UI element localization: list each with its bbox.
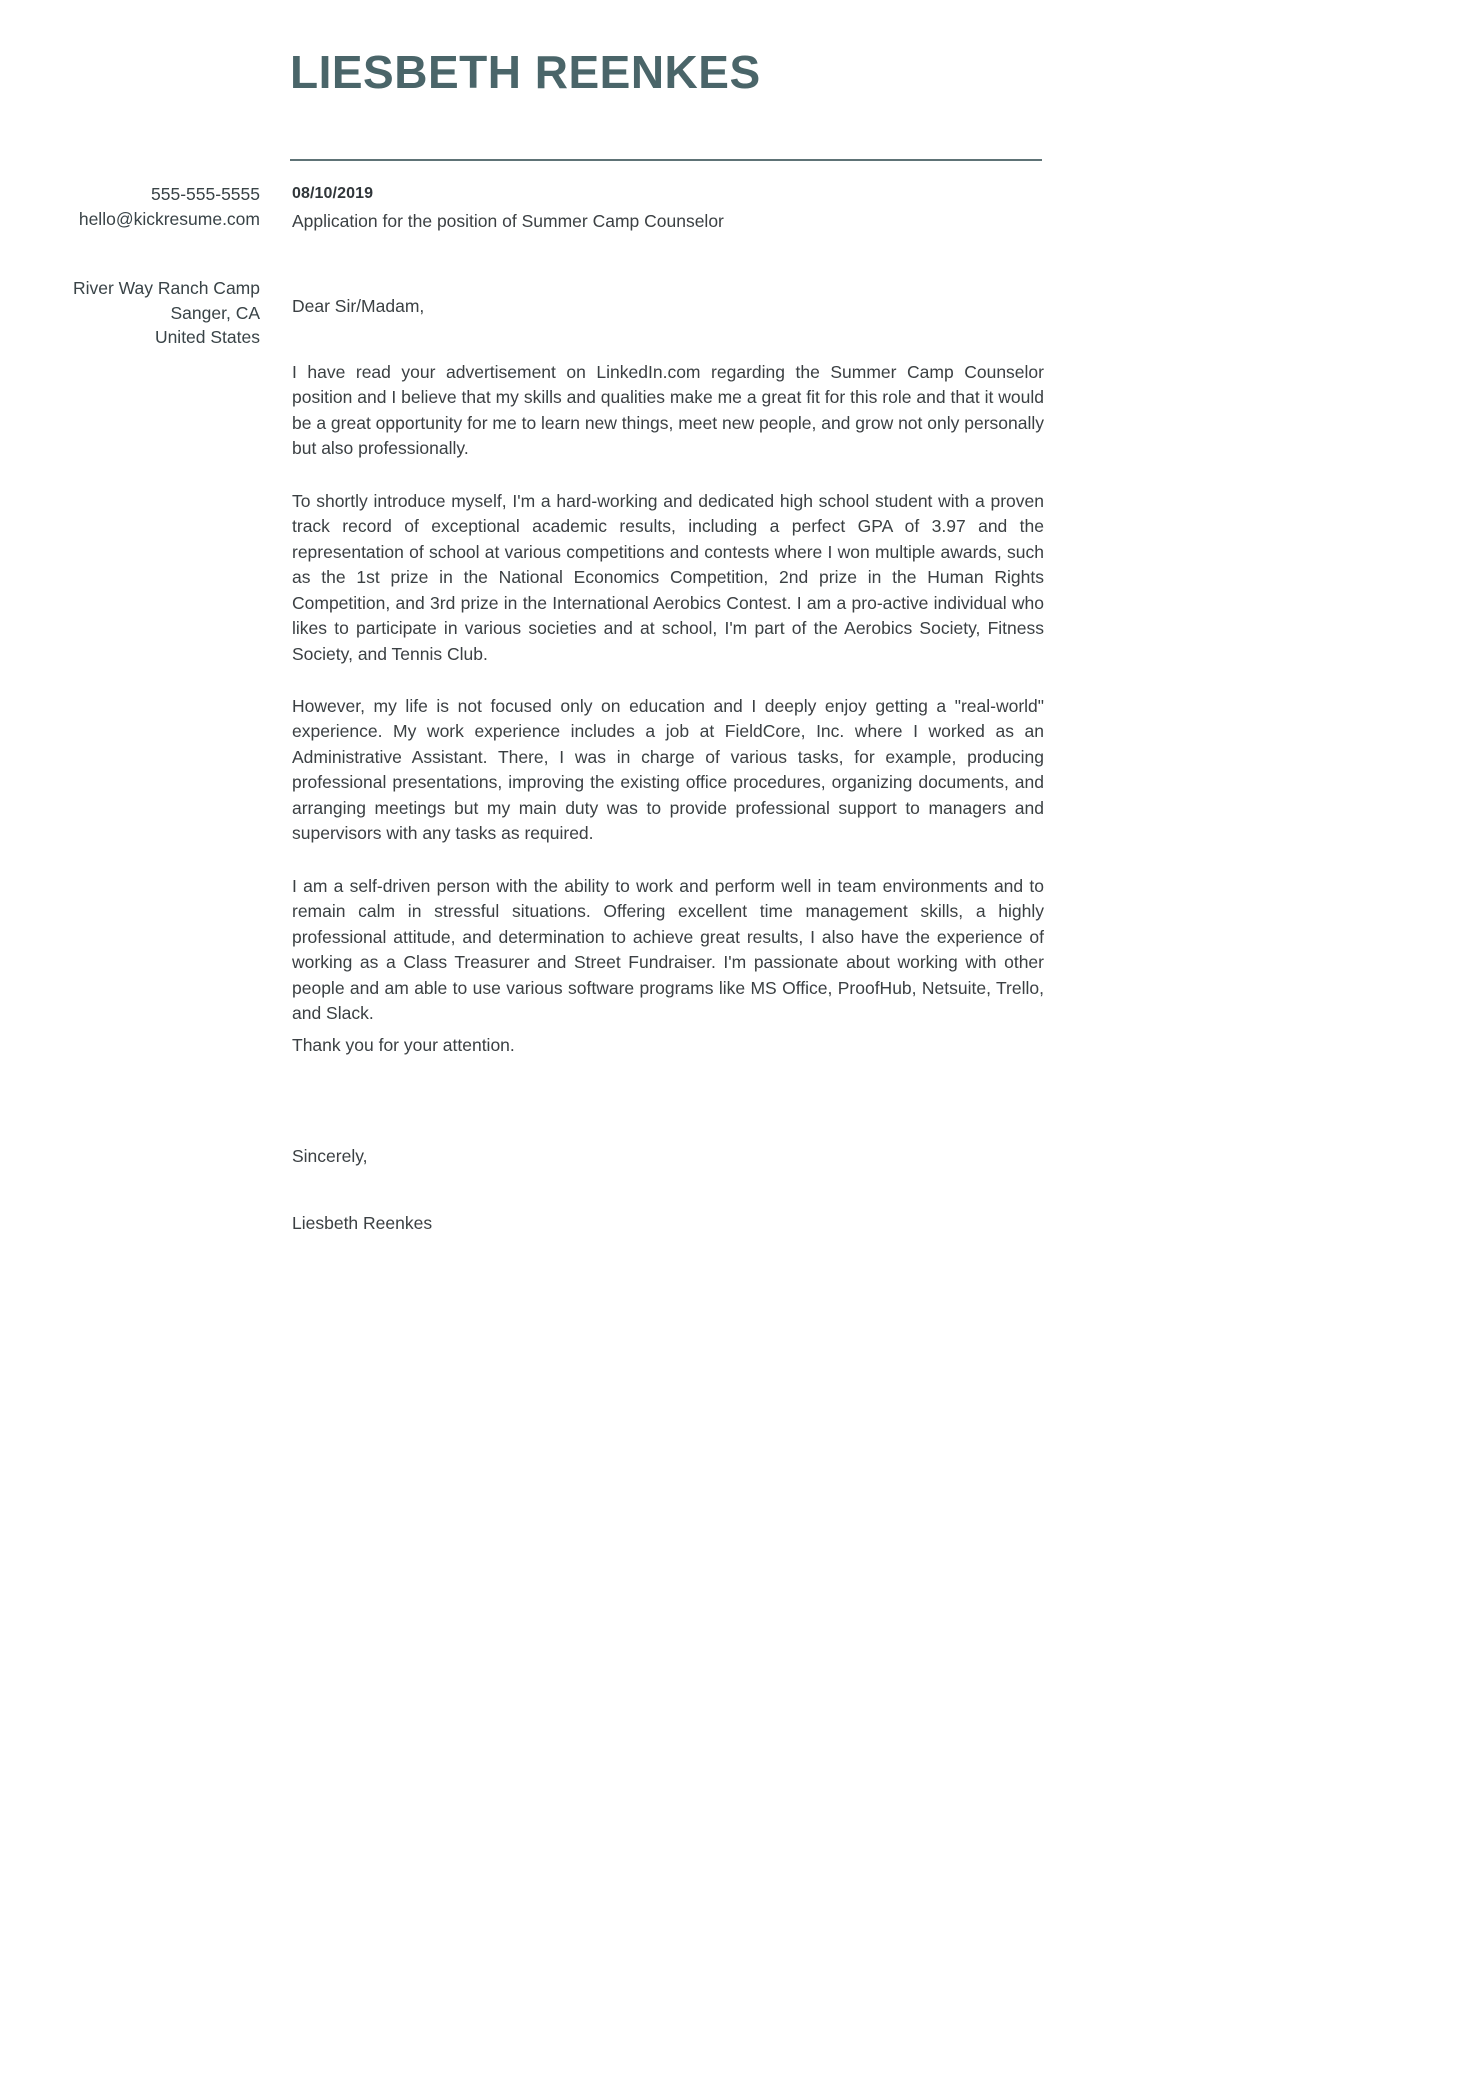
letter-paragraph: To shortly introduce myself, I'm a hard-working and dedicated high school student with a proven track record of exceptional academic results, including a perfect GPA of 3.97 and the representation of school at various competitions and contests where I won multiple awards, such as the 1st prize in the National Economics Competition, 2nd prize in the Human Rights Competition, and 3rd prize in the International Aerobics Contest. I am a pro-active individual who likes to participate in various societies and at school, I'm part of the Aerobics Society, Fitness Society, and Tennis Club. [292,490,1044,664]
contact-phone: 555-555-5555 [151,184,260,204]
contact-email: hello@kickresume.com [78,208,260,229]
recipient-country: United States [154,327,260,348]
letter-paragraph: I have read your advertisement on LinkedIn.com regarding the Summer Camp Counselor position and I believe that my skills and qualities make me a great fit for this role and that it would be a great opportunity for me to learn new things, meet new people, and grow not only personally but also professionally. [292,362,1044,459]
letter-signature-block [292,1211,1044,1236]
letter-subject-line: Application for the position of Summer Camp Counselor [292,211,724,232]
letter-thanks: Thank you for your attention. [292,1035,515,1055]
sidebar-contact-column [0,182,260,350]
letter-header [290,48,1042,96]
letter-thanks-block [292,1033,1044,1058]
header-divider [290,159,1042,161]
page-title: LIESBETH REENKES [290,46,761,98]
letter-signoff: Sincerely, [292,1146,368,1166]
letter-signoff-block [292,1144,1044,1169]
letter-paragraphs [292,360,1044,1026]
letter-signature-name: Liesbeth Reenkes [292,1213,433,1233]
letter-body-column [292,182,1044,1233]
recipient-organization: River Way Ranch Camp [72,277,260,298]
recipient-address-block [0,276,260,351]
letter-salutation: Dear Sir/Madam, [292,296,425,316]
contact-details-block [0,182,260,232]
letter-paragraph: However, my life is not focused only on education and I deeply enjoy getting a "real-world" experience. My work experience includes a job at FieldCore, Inc. where I worked as an Administrative Assistant. There, I was in charge of various tasks, for example, producing professional presentations, improving the existing office procedures, organizing documents, and arranging meetings but my main duty was to provide professional support to managers and supervisors with any tasks as required. [292,695,1044,844]
recipient-city-state: Sanger, CA [170,302,260,323]
letter-date: 08/10/2019 [292,185,374,202]
letter-paragraph: I am a self-driven person with the ability to work and perform well in team environments and to remain calm in stressful situations. Offering excellent time management skills, a highly professional attitude, and determination to achieve great results, I also have the experience of working as a Class Treasurer and Street Fundraiser. I'm passionate about working with other people and am able to use various software programs like MS Office, ProofHub, Netsuite, Trello, and Slack. [292,875,1044,1023]
